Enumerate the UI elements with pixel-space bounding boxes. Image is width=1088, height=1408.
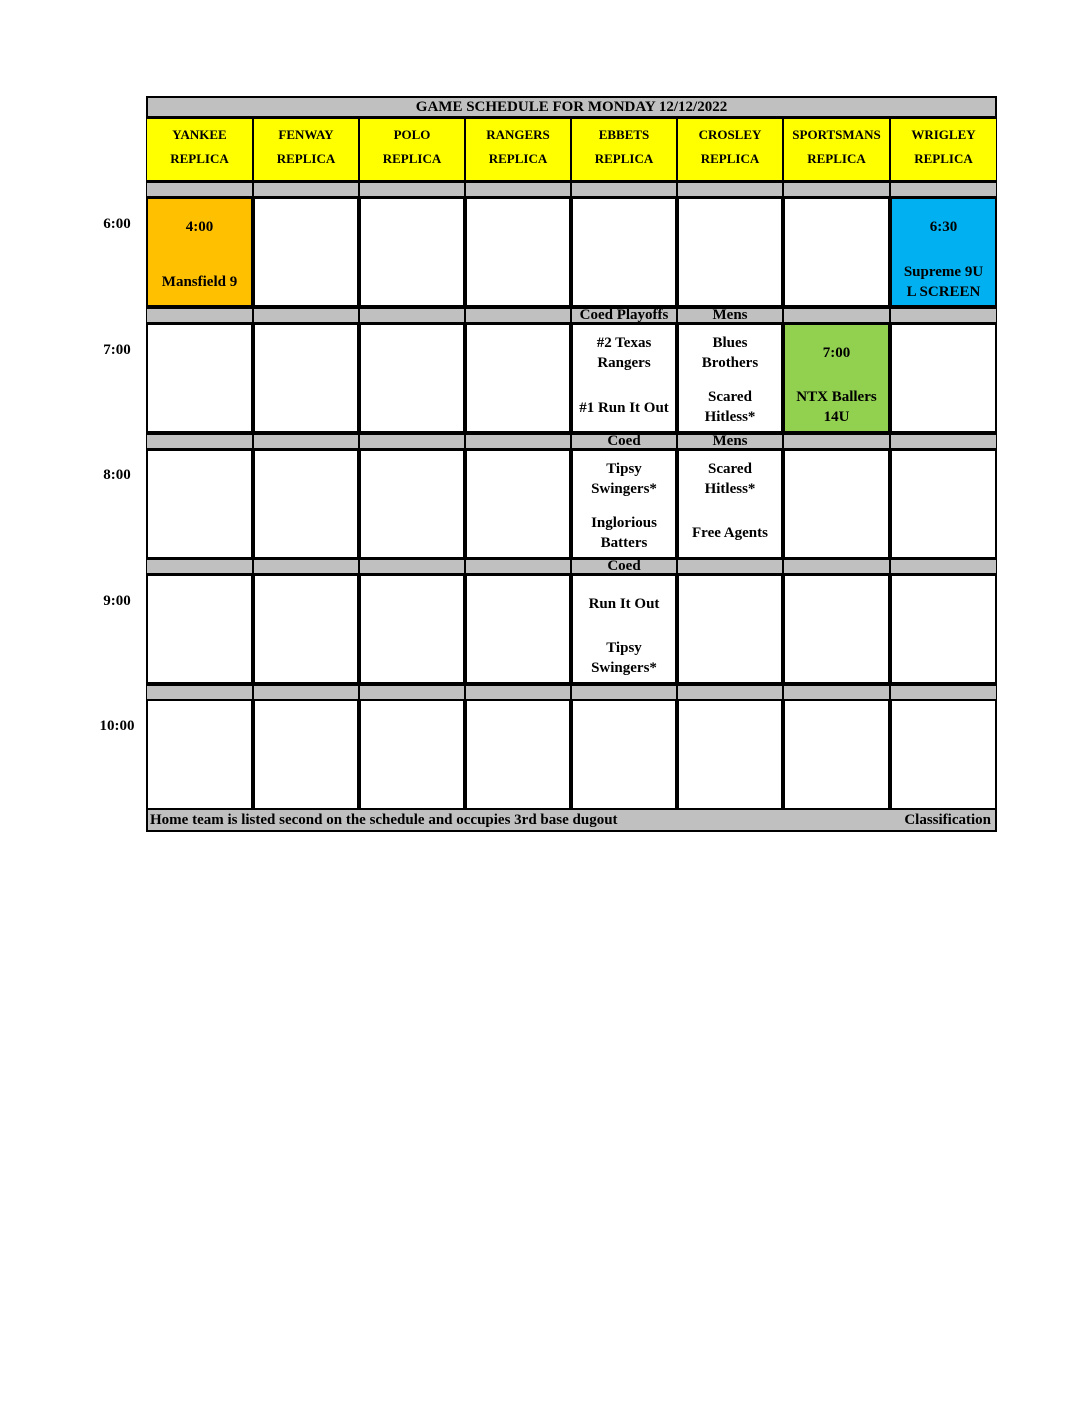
slot-band: [571, 684, 677, 700]
game-cell: [465, 699, 571, 810]
game-cell-crosley-700: [677, 323, 783, 433]
game-cell: [890, 323, 997, 433]
time-label: 10:00: [99, 718, 135, 734]
schedule-footer: [146, 808, 997, 832]
slot-band: [359, 181, 465, 197]
game-team: 14U: [823, 409, 850, 425]
game-cell: [359, 323, 465, 433]
slot-band: [359, 307, 465, 323]
division-label: Mens: [677, 307, 783, 323]
game-cell: [253, 197, 359, 307]
field-name: FENWAY: [278, 127, 334, 142]
field-sub: REPLICA: [488, 151, 548, 166]
field-header-yankee: [146, 118, 253, 181]
game-cell: [677, 574, 783, 684]
home-team: #1 Run It Out: [579, 400, 669, 416]
time-label: 6:00: [103, 216, 131, 232]
slot-band: [465, 433, 571, 449]
game-cell-ebbets-700: [571, 323, 677, 433]
game-cell: [359, 197, 465, 307]
game-cell: [359, 699, 465, 810]
game-cell: [677, 699, 783, 810]
division-label: Mens: [677, 433, 783, 449]
game-cell: [146, 699, 253, 810]
slot-band: [359, 684, 465, 700]
away-team: Hitless*: [704, 481, 756, 497]
game-cell: [253, 323, 359, 433]
game-cell: [783, 574, 890, 684]
slot-band: [890, 181, 997, 197]
field-sub: REPLICA: [170, 151, 229, 166]
game-cell-wrigley-600: [890, 197, 997, 307]
division-label: Coed: [571, 433, 677, 449]
game-cell: [253, 449, 359, 559]
game-team: Supreme 9U: [903, 264, 984, 280]
time-label: 8:00: [103, 467, 131, 483]
home-team: Free Agents: [692, 525, 768, 541]
slot-band: [783, 181, 890, 197]
slot-band: [465, 558, 571, 574]
slot-band: [359, 558, 465, 574]
field-name: EBBETS: [598, 127, 650, 142]
game-cell: [677, 197, 783, 307]
game-cell: [146, 574, 253, 684]
away-team: Brothers: [701, 355, 759, 371]
field-header-rangers: [465, 118, 571, 181]
home-team: Swingers*: [591, 660, 657, 676]
slot-band: [146, 181, 253, 197]
field-header-wrigley: [890, 118, 997, 181]
away-team: Swingers*: [591, 481, 657, 497]
home-team: Batters: [600, 535, 648, 551]
game-cell: [890, 574, 997, 684]
game-team: L SCREEN: [906, 284, 981, 300]
field-name: POLO: [393, 127, 431, 142]
field-sub: REPLICA: [700, 151, 760, 166]
game-cell-ebbets-800: [571, 449, 677, 559]
slot-band: [253, 307, 359, 323]
field-name: CROSLEY: [698, 127, 762, 142]
game-cell: [890, 449, 997, 559]
slot-band: [253, 558, 359, 574]
slot-band: [783, 307, 890, 323]
field-sub: REPLICA: [382, 151, 442, 166]
field-sub: REPLICA: [914, 151, 973, 166]
game-cell: [783, 449, 890, 559]
slot-band: [465, 181, 571, 197]
game-cell: [571, 197, 677, 307]
home-team: Tipsy: [606, 640, 642, 656]
away-team: #2 Texas: [596, 335, 652, 351]
away-team: Tipsy: [606, 461, 642, 477]
field-name: RANGERS: [486, 127, 550, 142]
slot-band: [146, 558, 253, 574]
game-cell: [783, 197, 890, 307]
slot-band: [146, 433, 253, 449]
away-team: Scared: [708, 461, 752, 477]
time-label: 7:00: [103, 342, 131, 358]
slot-band: [146, 684, 253, 700]
field-sub: REPLICA: [807, 151, 866, 166]
game-cell-yankee-600: [146, 197, 253, 307]
game-cell: [465, 449, 571, 559]
field-header-ebbets: [571, 118, 677, 181]
slot-band: [465, 684, 571, 700]
classification-label: Classification: [904, 812, 991, 828]
field-sub: REPLICA: [276, 151, 336, 166]
game-cell: [146, 323, 253, 433]
game-team: Mansfield 9: [161, 274, 238, 290]
slot-band: [890, 307, 997, 323]
slot-band: [677, 684, 783, 700]
schedule-title: GAME SCHEDULE FOR MONDAY 12/12/2022: [146, 96, 997, 118]
division-label: Coed: [571, 558, 677, 574]
game-cell: [253, 699, 359, 810]
home-team: Scared: [708, 389, 752, 405]
division-label: Coed Playoffs: [571, 307, 677, 323]
slot-band: [146, 307, 253, 323]
game-cell: [253, 574, 359, 684]
home-team: Inglorious: [591, 515, 657, 531]
field-name: YANKEE: [172, 127, 227, 142]
slot-band: [890, 684, 997, 700]
game-cell: [571, 699, 677, 810]
slot-band: [571, 181, 677, 197]
slot-band: [253, 181, 359, 197]
field-sub: REPLICA: [594, 151, 654, 166]
game-time: 7:00: [822, 345, 851, 361]
game-cell: [465, 574, 571, 684]
field-header-polo: [359, 118, 465, 181]
field-header-sportsmans: [783, 118, 890, 181]
home-team-note: Home team is listed second on the schedule and occupies 3rd base dugout: [150, 812, 618, 828]
away-team: Blues: [712, 335, 748, 351]
game-cell: [890, 699, 997, 810]
field-name: SPORTSMANS: [792, 127, 881, 142]
away-team: Run It Out: [588, 596, 660, 612]
field-header-fenway: [253, 118, 359, 181]
game-team: NTX Ballers: [796, 389, 877, 405]
game-cell: [146, 449, 253, 559]
time-label: 9:00: [103, 593, 131, 609]
game-time: 6:30: [929, 219, 958, 235]
slot-band: [890, 558, 997, 574]
game-time: 4:00: [185, 219, 214, 235]
game-cell: [465, 323, 571, 433]
field-header-crosley: [677, 118, 783, 181]
game-cell: [359, 449, 465, 559]
game-cell: [359, 574, 465, 684]
slot-band: [465, 307, 571, 323]
game-cell-ebbets-900: [571, 574, 677, 684]
slot-band: [677, 558, 783, 574]
slot-band: [783, 684, 890, 700]
field-name: WRIGLEY: [911, 127, 976, 142]
game-cell: [465, 197, 571, 307]
slot-band: [253, 684, 359, 700]
slot-band: [783, 433, 890, 449]
home-team: Hitless*: [704, 409, 756, 425]
game-cell-crosley-800: [677, 449, 783, 559]
game-cell-sportsmans-700: [783, 323, 890, 433]
slot-band: [677, 181, 783, 197]
away-team: Rangers: [597, 355, 651, 371]
slot-band: [359, 433, 465, 449]
slot-band: [783, 558, 890, 574]
game-cell: [783, 699, 890, 810]
slot-band: [890, 433, 997, 449]
slot-band: [253, 433, 359, 449]
